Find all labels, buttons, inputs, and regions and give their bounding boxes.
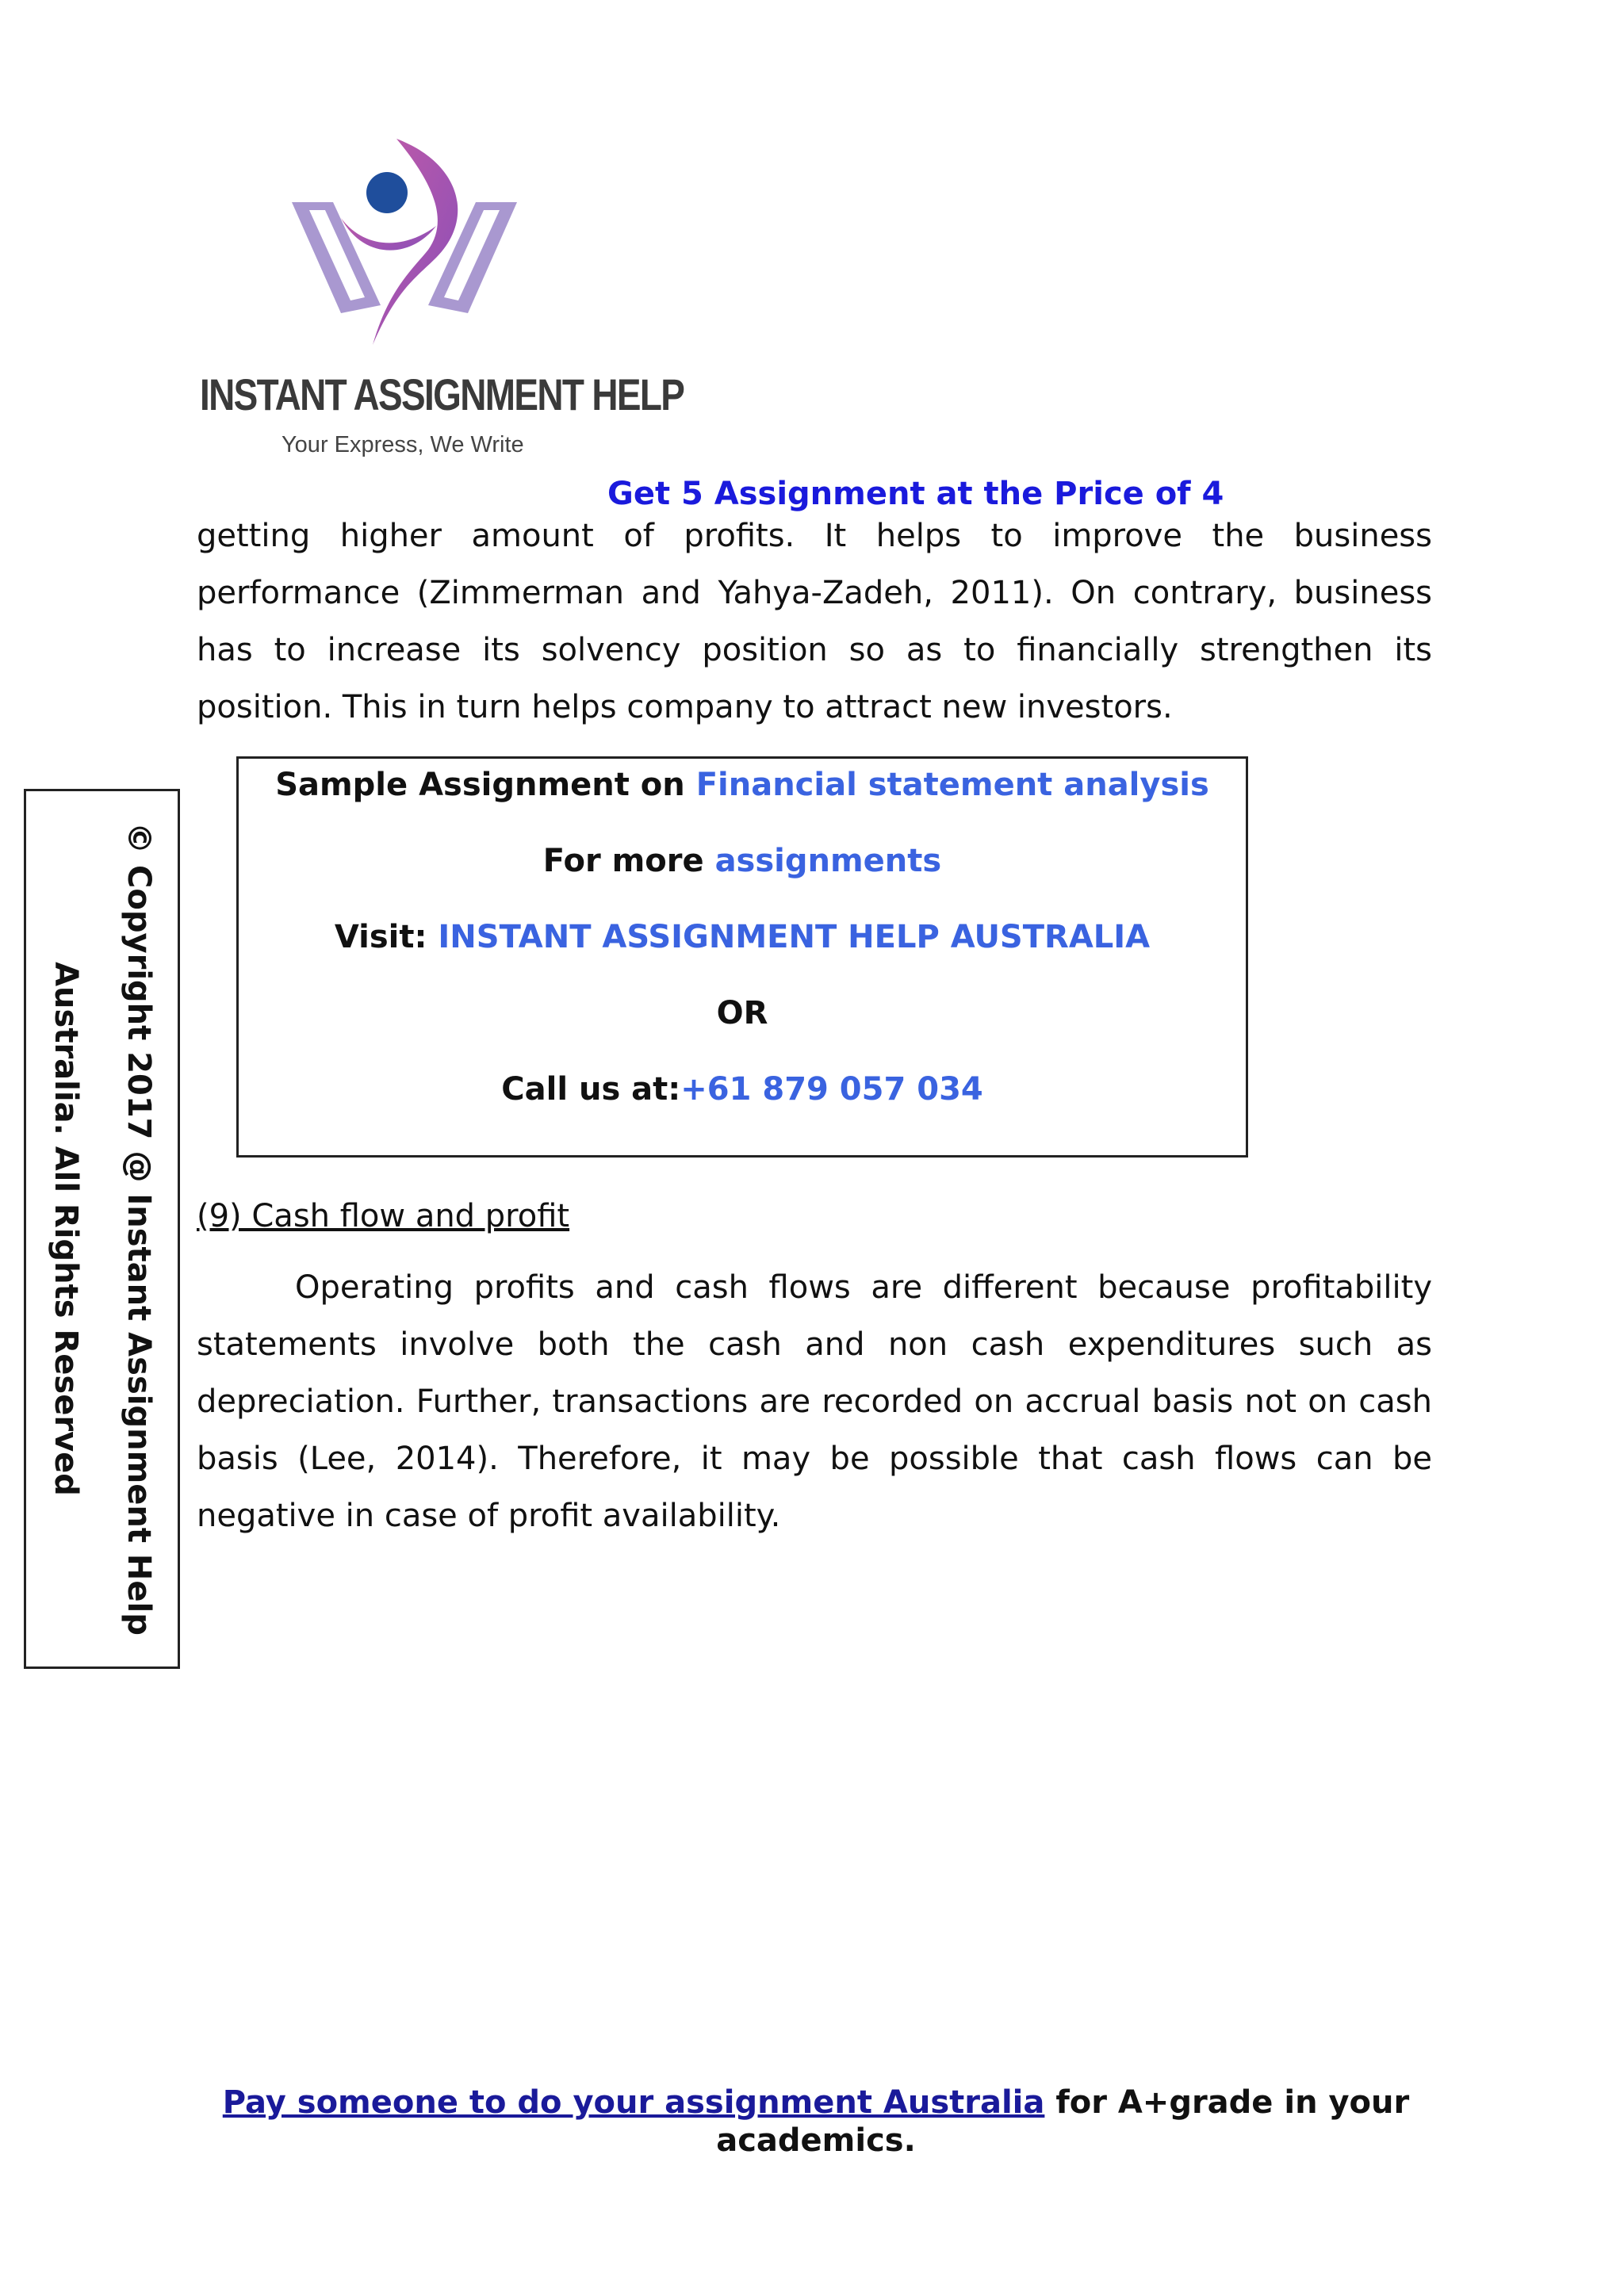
financial-analysis-link[interactable]: Financial statement analysis xyxy=(695,767,1209,803)
copyright-sidebar xyxy=(24,789,180,1669)
promo-line-visit xyxy=(239,919,1246,955)
logo-tagline: Your Express, We Write xyxy=(282,432,524,457)
assignments-link[interactable]: assignments xyxy=(714,843,942,879)
brand-logo xyxy=(198,131,684,472)
promo-banner[interactable]: Get 5 Assignment at the Price of 4 xyxy=(607,476,1224,512)
promo-box xyxy=(236,756,1248,1158)
promo-line-more xyxy=(239,843,1246,879)
promo-label: For more xyxy=(542,843,715,879)
promo-line-call xyxy=(239,1071,1246,1108)
body-paragraph: getting higher amount of profits. It helps to improve the business performance (Zimmerman and Yahya-Zadeh, 2011). On contrary, business has to increase its solvency position so as to financially strengthen its position. This in turn helps company to attract new investors. xyxy=(197,518,1432,725)
website-link[interactable]: INSTANT ASSIGNMENT HELP AUSTRALIA xyxy=(438,919,1151,955)
body-paragraph: Operating profits and cash flows are different because profitability statements involve both the cash and non cash expenditures such as depreciation. Further, transactions are recorded on accrual basis not on cash basis (Lee, 2014). Therefore, it may be possible that cash flows can be negative in case of profit availability. xyxy=(197,1269,1432,1534)
section-heading: (9) Cash flow and profit xyxy=(197,1198,570,1234)
footer-suffix: for A+grade in your academics. xyxy=(716,2084,1410,2159)
promo-label: Sample Assignment on xyxy=(275,767,696,803)
copyright-text: © Copyright 2017 @ Instant Assignment Help Australia. All Rights Reserved xyxy=(47,822,157,1636)
promo-line-or: OR xyxy=(716,995,768,1031)
promo-label: Visit: xyxy=(334,919,439,955)
phone-link[interactable]: +61 879 057 034 xyxy=(680,1071,983,1108)
footer-link[interactable]: Pay someone to do your assignment Australia xyxy=(222,2084,1045,2121)
logo-title: INSTANT ASSIGNMENT HELP xyxy=(200,369,684,419)
footer-cta xyxy=(198,2084,1434,2160)
logo-emblem-icon xyxy=(278,131,531,361)
promo-line-sample xyxy=(239,767,1246,803)
promo-label: Call us at: xyxy=(501,1071,681,1108)
